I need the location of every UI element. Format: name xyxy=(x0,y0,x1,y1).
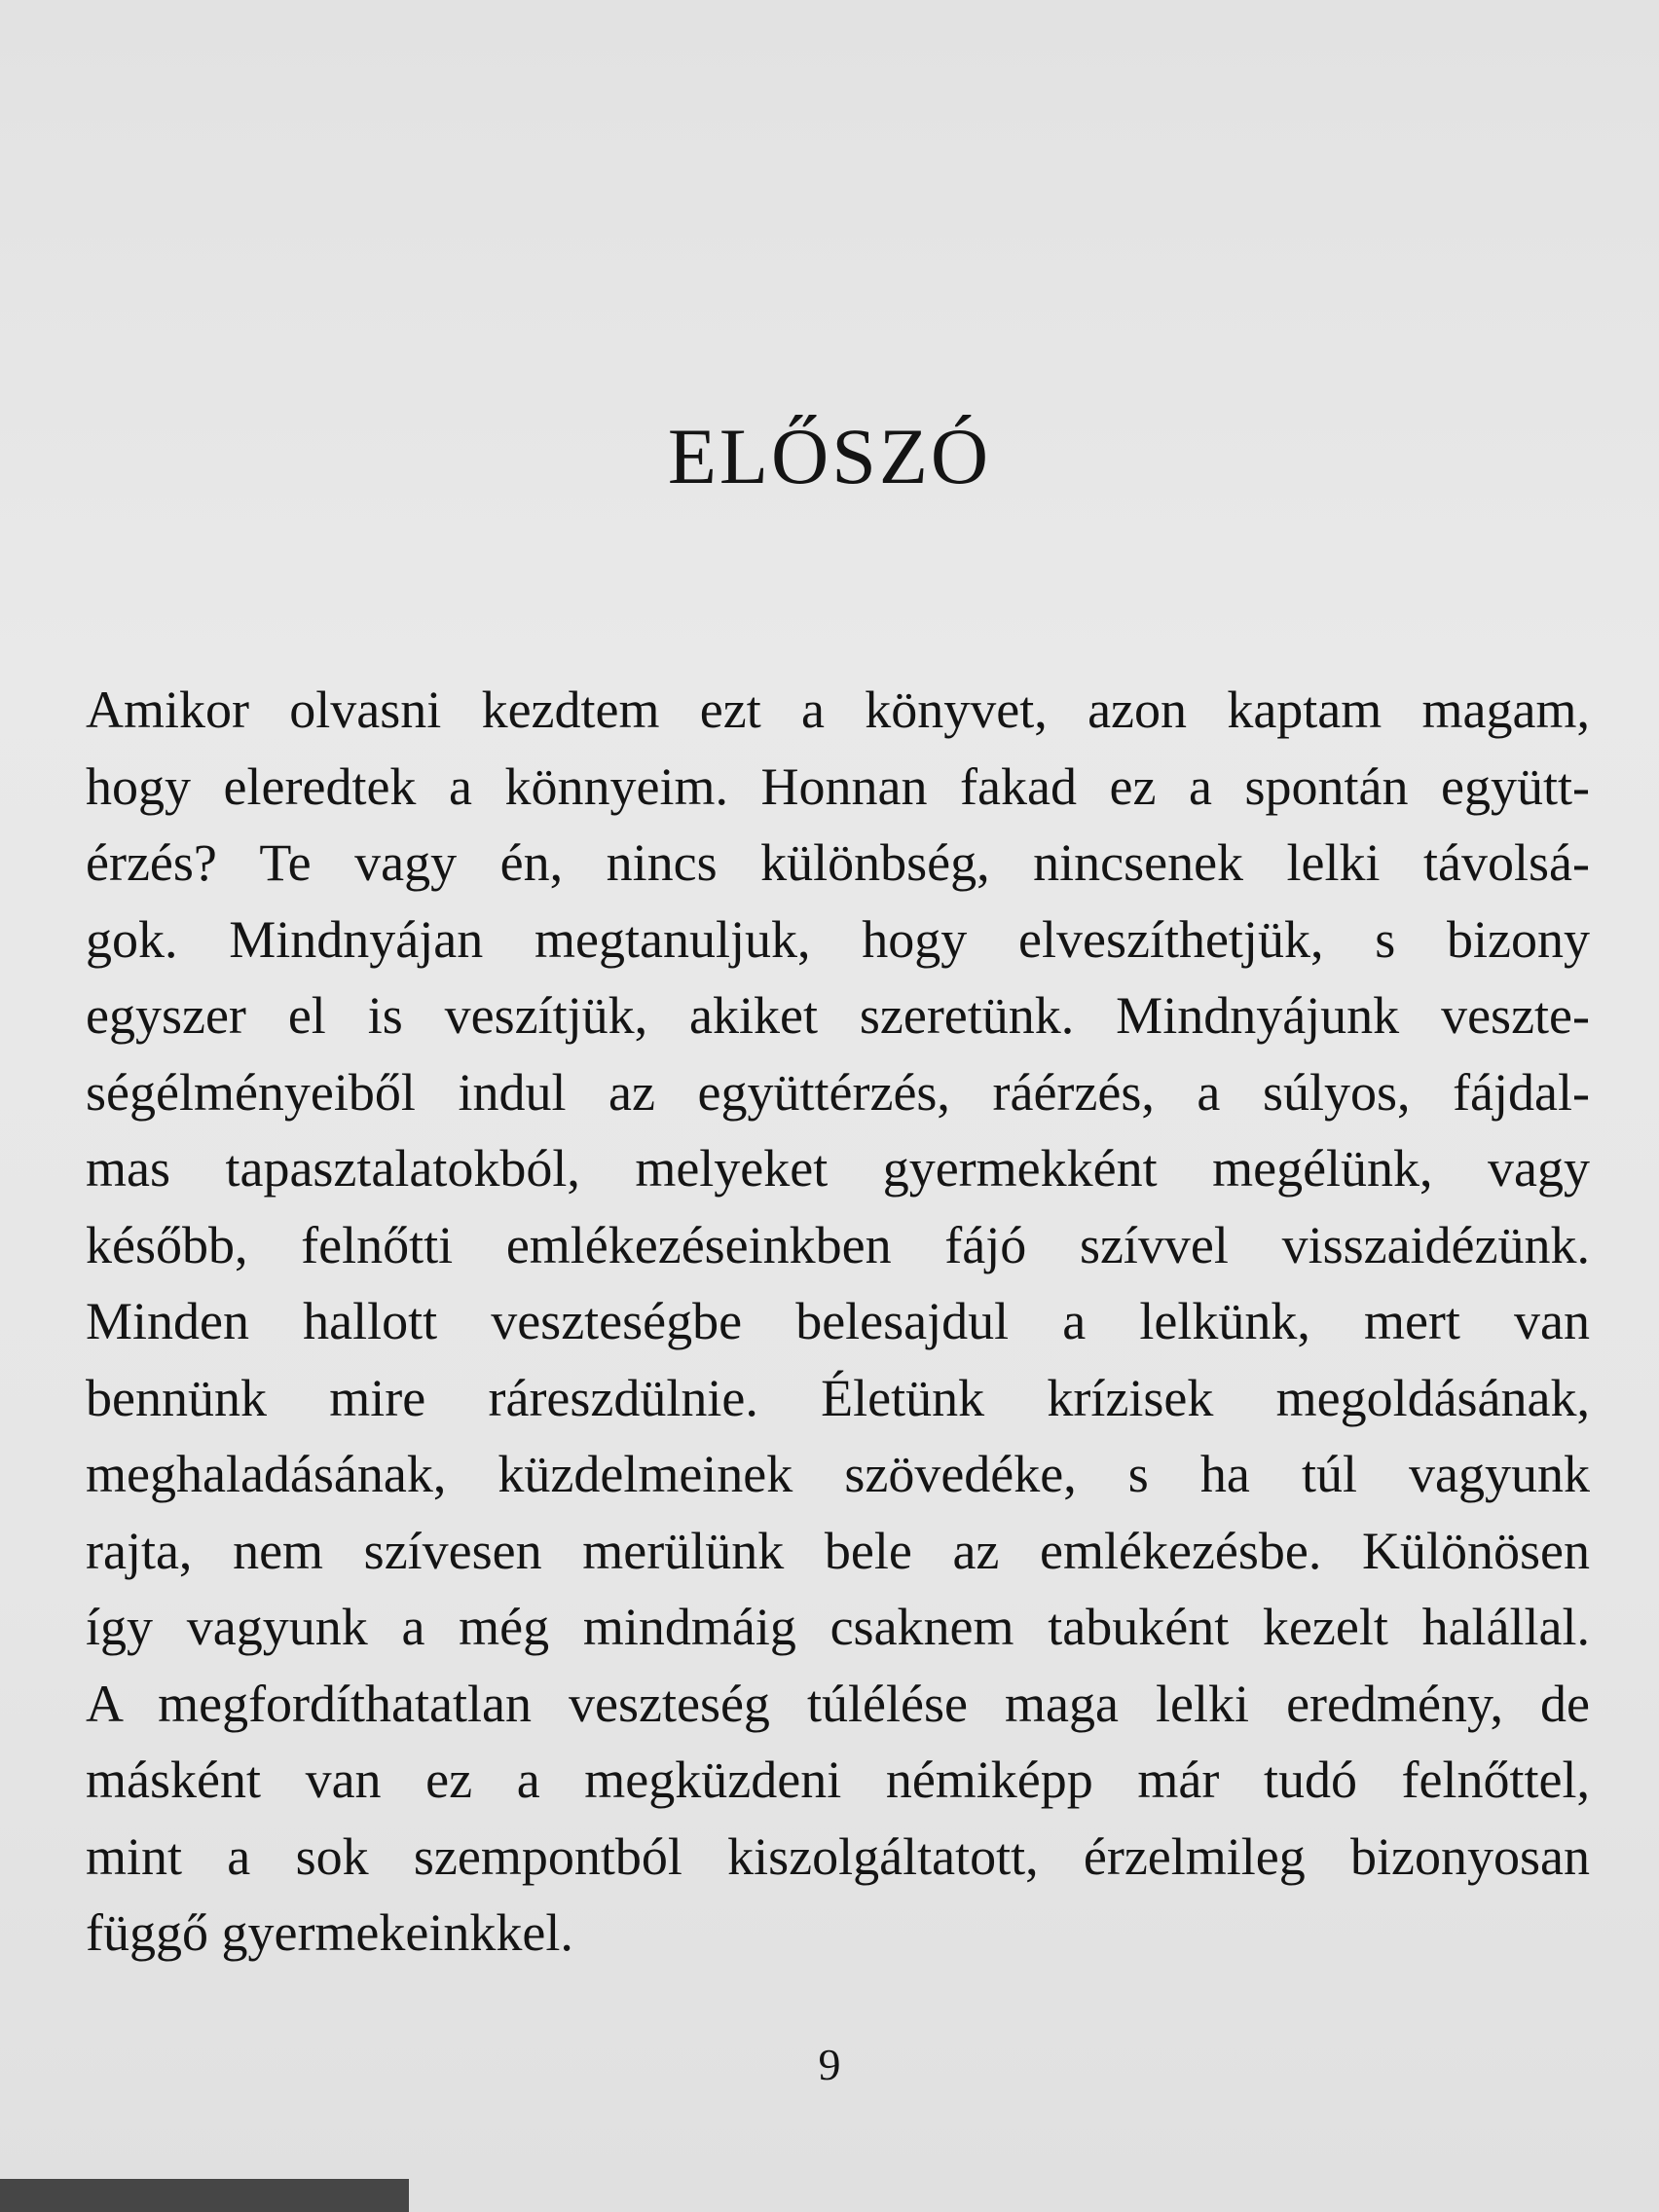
text-line: így vagyunk a még mindmáig csaknem tabuként kezelt halállal. xyxy=(86,1598,1590,1656)
watermark-strip xyxy=(0,2179,409,2212)
text-line: hogy eleredtek a könnyeim. Honnan fakad ez a spontán együtt- xyxy=(86,756,1590,816)
text-line: mas tapasztalatokból, melyeket gyermekként megélünk, vagy xyxy=(86,1139,1590,1198)
text-line: Amikor olvasni kezdtem ezt a könyvet, azon kaptam magam, xyxy=(86,681,1590,739)
text-line: bennünk mire ráreszdülnie. Életünk krízisek megoldásának, xyxy=(86,1368,1590,1427)
text-line: rajta, nem szívesen merülünk bele az emlékezésbe. Különösen xyxy=(86,1521,1590,1580)
page-title: ELŐSZÓ xyxy=(667,412,992,500)
text-line: egyszer el is veszítjük, akiket szeretünk. Mindnyájunk veszte- xyxy=(86,986,1590,1045)
text-line: függő gyermekeinkkel. xyxy=(86,1903,573,1962)
text-line: másként van ez a megküzdeni némiképp már tudó felnőttel, xyxy=(86,1751,1590,1809)
text-line: A megfordíthatatlan veszteség túlélése maga lelki eredmény, de xyxy=(86,1674,1590,1733)
text-line: gok. Mindnyájan megtanuljuk, hogy elveszíthetjük, s bizony xyxy=(86,909,1590,969)
text-line: meghaladásának, küzdelmeinek szövedéke, s ha túl vagyunk xyxy=(86,1445,1590,1503)
page-number: 9 xyxy=(818,2040,841,2089)
body-paragraph xyxy=(86,672,1590,1972)
text-line: később, felnőtti emlékezéseinkben fájó szívvel visszaidézünk. xyxy=(86,1215,1590,1274)
text-line: Minden hallott veszteségbe belesajdul a lelkünk, mert van xyxy=(86,1292,1590,1350)
text-line: mint a sok szempontból kiszolgáltatott, érzelmileg bizonyosan xyxy=(86,1826,1590,1886)
text-line: érzés? Te vagy én, nincs különbség, nincsenek lelki távolsá- xyxy=(86,833,1590,892)
text-line: ségélményeiből indul az együttérzés, ráérzés, a súlyos, fájdal- xyxy=(86,1062,1590,1122)
